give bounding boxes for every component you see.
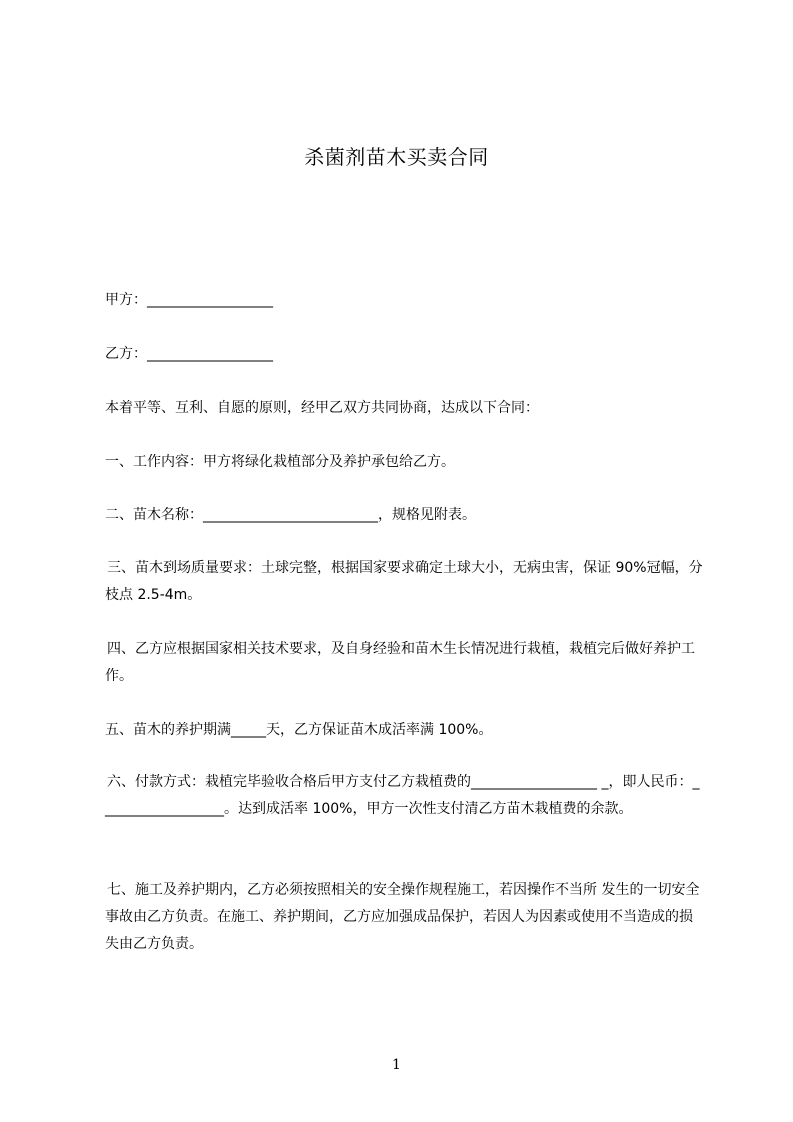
page-number: 1	[392, 1057, 401, 1073]
party-b-line: 乙方：__________________	[105, 346, 273, 362]
clause-5: 五、苗木的养护期满_____天，乙方保证苗木成活率满 100%。	[105, 722, 493, 738]
clause-2: 二、苗木名称：_________________________，规格见附表。	[105, 507, 476, 523]
clause-3: 三、苗木到场质量要求：土球完整，根据国家要求确定土球大小，无病虫害，保证 90%冠幅，分枝点 2.5-4m。	[105, 560, 703, 603]
clause-1: 一、工作内容：甲方将绿化栽植部分及养护承包给乙方。	[105, 454, 455, 470]
document-title: 杀菌剂苗木买卖合同	[304, 145, 489, 169]
clause-6: 六、付款方式：栽植完毕验收合格后甲方支付乙方栽植费的__________________ _，即人民币：__________________。达到成活率 100%，甲方一次性支付清乙方苗木栽植费的余款。	[105, 774, 700, 817]
intro-paragraph: 本着平等、互利、自愿的原则，经甲乙双方共同协商，达成以下合同：	[105, 400, 539, 416]
party-a-line: 甲方：__________________	[105, 292, 273, 308]
clause-7: 七、施工及养护期内，乙方必须按照相关的安全操作规程施工，若因操作不当所 发生的一切安全事故由乙方负责。在施工、养护期间，乙方应加强成品保护，若因人为因素或使用不当造成的损失由乙方负责。	[105, 882, 700, 952]
clause-4: 四、乙方应根据国家相关技术要求，及自身经验和苗木生长情况进行栽植，栽植完后做好养护工作。	[105, 641, 695, 684]
